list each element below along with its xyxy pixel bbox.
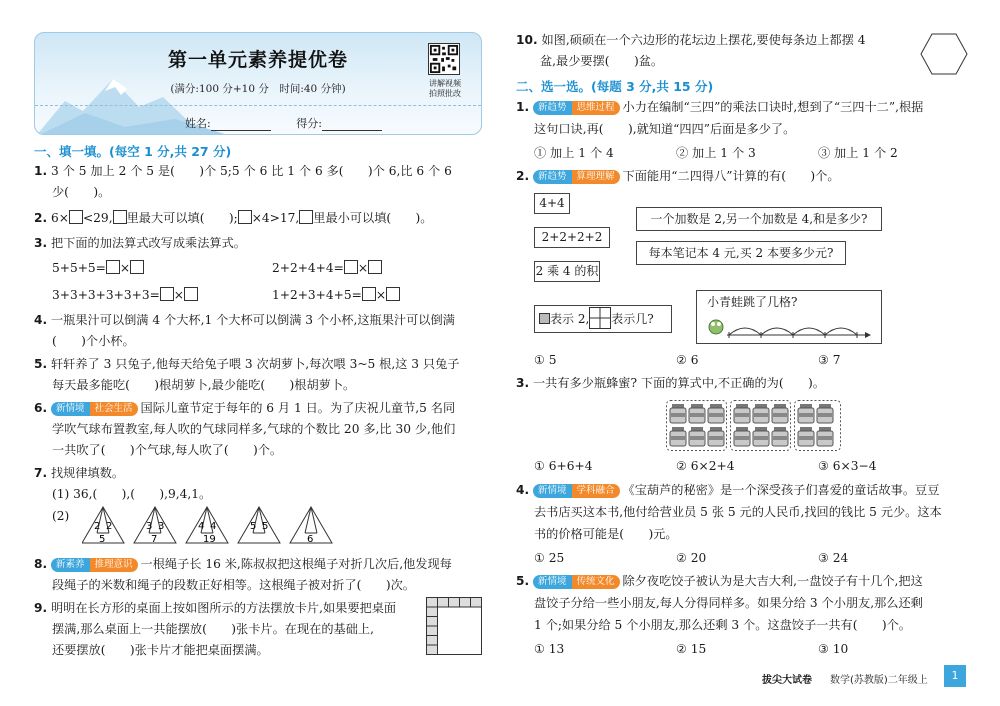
triangle-number: 2 <box>94 521 101 532</box>
honey-jar-icon <box>753 404 769 423</box>
choice-5-cont: 盘饺子分给一些小朋友,每人分得同样多。如果分给 3 个小朋友,那么还剩 <box>534 596 923 610</box>
section1-title: 一、填一填。(每空 1 分,共 27 分) <box>34 144 232 159</box>
card-2-times-4: 2 乘 4 的积 <box>534 261 600 282</box>
card-2-plus-2: 2+2+2+2 <box>534 227 610 248</box>
triangle-number: 6 <box>307 534 314 545</box>
card-grid-question: 表示 2, 表示几? <box>534 305 672 333</box>
question-4-cont: ( )个小杯。 <box>52 334 135 348</box>
card-notebook: 每本笔记本 4 元,买 2 本要多少元? <box>636 241 846 265</box>
choice-1-option-a[interactable]: ① 加上 1 个 4 <box>534 146 614 160</box>
triangle-number: 4 <box>198 521 205 532</box>
student-fields <box>185 115 404 131</box>
question-3-expr-2: 2+2+4+4= × <box>272 260 382 276</box>
question-6: 6. 新情境 社会生活 国际儿童节定于每年的 6 月 1 日。为了庆祝儿童节,5 名同 <box>34 401 456 415</box>
triangle-number: 5 <box>250 521 257 532</box>
card-table-figure <box>426 597 482 655</box>
honey-jar-icon <box>772 427 788 446</box>
frog-number-line <box>705 315 875 341</box>
honey-jar-icon <box>753 427 769 446</box>
section2-title: 二、选一选。(每题 3 分,共 15 分) <box>516 79 714 94</box>
triangle-number: 5 <box>262 521 269 532</box>
pattern-triangle <box>82 507 124 545</box>
choice-1-option-b[interactable]: ② 加上 1 个 3 <box>676 146 756 160</box>
right-column <box>516 0 966 706</box>
triangle-number: 7 <box>151 534 158 545</box>
question-6-cont2: 一共吹了( )个气球,每人吹了( )个。 <box>52 443 283 457</box>
name-label: 姓名: <box>185 117 211 130</box>
choice-5-option-b[interactable]: ② 15 <box>676 642 707 656</box>
choice-2: 2. 新趋势 算理理解 下面能用“二四得八”计算的有( )个。 <box>516 169 840 183</box>
question-3-expr-3: 3+3+3+3+3+3= × <box>52 287 198 303</box>
choice-5-option-a[interactable]: ① 13 <box>534 642 565 656</box>
question-3: 3. 把下面的加法算式改写成乘法算式。 <box>34 236 246 250</box>
question-8-cont: 段绳子的米数和绳子的段数正好相等。这根绳子被对折了( )次。 <box>52 578 415 592</box>
honey-jar-icon <box>734 404 750 423</box>
gray-square-icon <box>539 313 550 324</box>
question-3-expr-4: 1+2+3+4+5= × <box>272 287 400 303</box>
choice-2-option-b[interactable]: ② 6 <box>676 353 699 367</box>
card-4-plus-4: 4+4 <box>534 193 570 214</box>
answer-box[interactable] <box>299 210 313 224</box>
choice-3: 3. 一共有多少瓶蜂蜜? 下面的算式中,不正确的为( )。 <box>516 376 825 390</box>
hexagon-figure <box>920 33 968 75</box>
question-9-cont2: 还要摆放( )张卡片才能把桌面摆满。 <box>52 643 269 657</box>
qr-code-icon[interactable] <box>428 43 460 75</box>
honey-jar-icon <box>670 427 686 446</box>
choice-2-option-a[interactable]: ① 5 <box>534 353 557 367</box>
choice-3-option-b[interactable]: ② 6×2+4 <box>676 459 735 473</box>
card-frog-jump <box>696 290 882 344</box>
footer-brand: 拔尖大试卷 <box>762 675 812 686</box>
triangle-number: 4 <box>210 521 217 532</box>
question-8: 8. 新素养 推理意识 一根绳子长 16 米,陈叔叔把这根绳子对折几次后,他发现每 <box>34 557 452 571</box>
honey-jar-icon <box>817 404 833 423</box>
choice-4-option-c[interactable]: ③ 24 <box>818 551 849 565</box>
choice-1: 1. 新趋势 思维过程 小力在编制“三四”的乘法口诀时,想到了“三四十二”,根据 <box>516 100 924 114</box>
honey-jar-icon <box>798 427 814 446</box>
choice-4: 4. 新情境 学科融合 《宝葫芦的秘密》是一个深受孩子们喜爱的童话故事。豆豆 <box>516 483 940 497</box>
tag-new-literacy: 新素养 <box>51 558 90 572</box>
question-5-cont: 每天最多能吃( )根胡萝卜,最少能吃( )根胡萝卜。 <box>52 378 356 392</box>
card-addends: 一个加数是 2,另一个加数是 4,和是多少? <box>636 207 882 231</box>
page-number: 1 <box>944 665 966 687</box>
triangle-pattern-figure <box>82 505 352 547</box>
question-2: 2. 6× <29, 里最大可以填( ); ×4>17, 里最小可以填( )。 <box>34 211 433 225</box>
choice-5: 5. 新情境 传统文化 除夕夜吃饺子被认为是大吉大利,一盘饺子有十几个,把这 <box>516 574 923 588</box>
honey-jar-icon <box>708 427 724 446</box>
question-10: 10. 如图,硕硕在一个六边形的花坛边上摆花,要使每条边上都摆 4 <box>516 33 866 47</box>
left-column <box>34 0 484 706</box>
question-10-cont: 盆,最少要摆( )盆。 <box>540 54 664 68</box>
tag-reasoning: 推理意识 <box>90 558 138 572</box>
choice-4-cont: 去书店买这本书,他付给营业员 5 张 5 元的人民币,找回的钱比 5 元少。这本 <box>534 505 942 519</box>
question-6-cont: 学吹气球布置教室,每人吹的气球同样多,气球的个数比 20 多,比 30 少,他们 <box>52 422 456 436</box>
honey-jar-icon <box>734 427 750 446</box>
name-field[interactable] <box>211 119 271 131</box>
choice-2-option-c[interactable]: ③ 7 <box>818 353 841 367</box>
choice-3-option-a[interactable]: ① 6+6+4 <box>534 459 593 473</box>
question-5: 5. 轩轩养了 3 只兔子,他每天给兔子喂 3 次胡萝卜,每次喂 3~5 根,这 3 只兔子 <box>34 357 460 371</box>
honey-jar-icon <box>708 404 724 423</box>
choice-4-option-a[interactable]: ① 25 <box>534 551 565 565</box>
question-9: 9. 明明在长方形的桌面上按如图所示的方法摆放卡片,如果要把桌面 <box>34 601 397 615</box>
honey-jars-figure <box>666 400 866 452</box>
honey-jar-icon <box>798 404 814 423</box>
exam-header <box>34 32 482 135</box>
triangle-number: 19 <box>203 534 216 545</box>
honey-jar-icon <box>670 404 686 423</box>
honey-jar-icon <box>689 404 705 423</box>
choice-4-cont2: 书的价格可能是( )元。 <box>534 527 678 541</box>
answer-box[interactable] <box>238 210 252 224</box>
choice-1-cont: 这句口诀,再( ),就知道“四四”后面是多少了。 <box>534 122 796 136</box>
question-1-cont: 少( )。 <box>52 185 111 199</box>
question-7-part1: (1) 36,( ),( ),9,4,1。 <box>52 487 212 501</box>
honey-jar-icon <box>772 404 788 423</box>
choice-5-cont2: 1 个;如果分给 5 个小朋友,那么还剩 3 个。这盘饺子一共有( )个。 <box>534 618 911 632</box>
answer-box[interactable] <box>113 210 127 224</box>
choice-4-option-b[interactable]: ② 20 <box>676 551 707 565</box>
choice-1-option-c[interactable]: ③ 加上 1 个 2 <box>818 146 898 160</box>
pattern-triangle <box>290 507 332 545</box>
answer-box[interactable] <box>69 210 83 224</box>
triangle-number: 2 <box>106 521 113 532</box>
tag-new-context: 新情境 <box>51 402 90 416</box>
frog-question: 小青蛙跳了几格? <box>707 295 798 309</box>
question-1: 1. 3 个 5 加上 2 个 5 是( )个 5;5 个 6 比 1 个 6 多( )个 6,比 6 个 6 <box>34 164 452 178</box>
choice-3-option-c[interactable]: ③ 6×3−4 <box>818 459 877 473</box>
question-7-part2: (2) <box>52 509 70 523</box>
question-7: 7. 找规律填数。 <box>34 466 125 480</box>
exam-title: 第一单元素养提优卷 <box>167 49 348 71</box>
score-field[interactable] <box>322 119 382 131</box>
pattern-triangle <box>134 507 176 545</box>
grid-icon <box>589 307 611 329</box>
triangle-number: 3 <box>146 521 153 532</box>
honey-jar-icon <box>689 427 705 446</box>
triangle-number: 3 <box>158 521 165 532</box>
triangle-number: 5 <box>99 534 106 545</box>
tag-social-life: 社会生活 <box>90 402 138 416</box>
header-divider <box>35 105 481 106</box>
pattern-triangle <box>186 507 228 545</box>
question-4: 4. 一瓶果汁可以倒满 4 个大杯,1 个大杯可以倒满 3 个小杯,这瓶果汁可以倒满 <box>34 313 455 327</box>
exam-subtitle: (满分:100 分+10 分 时间:40 分钟) <box>170 83 346 95</box>
honey-jar-icon <box>817 427 833 446</box>
question-3-expr-1: 5+5+5= × <box>52 260 144 276</box>
pattern-triangle <box>238 507 280 543</box>
score-label: 得分: <box>296 117 322 130</box>
choice-5-option-c[interactable]: ③ 10 <box>818 642 849 656</box>
footer-subject: 数学(苏教版)二年级上 <box>830 675 928 686</box>
qr-caption: 讲解视频 拍照批改 <box>429 79 461 98</box>
question-9-cont: 摆满,那么桌面上一共能摆放( )张卡片。在现在的基础上, <box>52 622 374 636</box>
